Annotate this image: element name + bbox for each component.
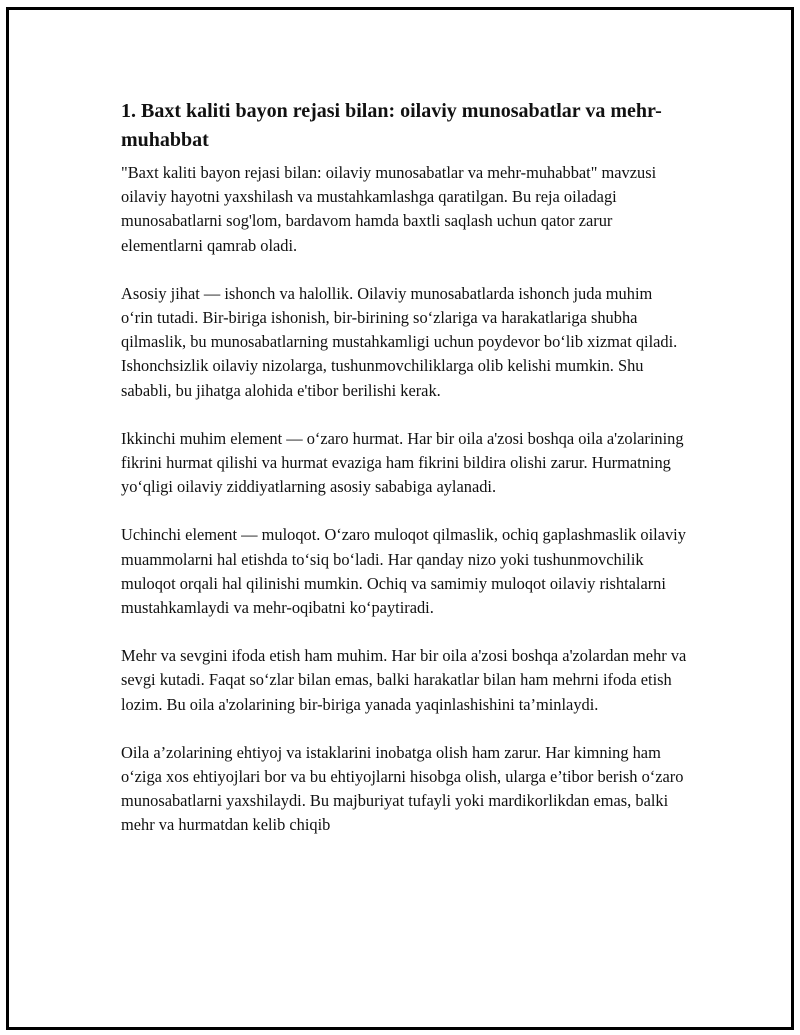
paragraph-5: Mehr va sevgini ifoda etish ham muhim. Har bir oila a'zosi boshqa a'zolardan mehr va sevgi kutadi. Faqat so‘zlar bilan emas, balki harakatlar bilan ham mehrni ifoda etish lozim. Bu oila a'zolarining bir-biriga yanada yaqinlashishini ta’minlaydi. [121, 646, 687, 714]
page-frame [6, 7, 794, 1030]
paragraph-4: Uchinchi element — muloqot. O‘zaro muloqot qilmaslik, ochiq gaplashmaslik oilaviy muammolarni hal etishda to‘siq bo‘ladi. Har qanday nizo yoki tushunmovchilik muloqot orqali hal qilinishi mumkin. Ochiq va samimiy muloqot oilaviy rishtalarni mustahkamlaydi va mehr-oqibatni ko‘paytiradi. [121, 525, 686, 618]
paragraph-2: Asosiy jihat — ishonch va halollik. Oilaviy munosabatlarda ishonch juda muhim o‘rin tutadi. Bir-biriga ishonish, bir-birining so‘zlariga va harakatlariga shubha qilmaslik, bu munosabatlarning mustahkamligi uchun poydevor bo‘lib xizmat qiladi. Ishonchsizlik oilaviy nizolarga, tushunmovchiliklarga olib kelishi mumkin. Shu sababli, bu jihatga alohida e'tibor berilishi kerak. [121, 283, 678, 400]
paragraph-6: Oila a’zolarining ehtiyoj va istaklarini inobatga olish ham zarur. Har kimning ham o‘ziga xos ehtiyojlari bor va bu ehtiyojlarni hisobga olish, ularga e’tibor berish o‘zaro munosabatlarni yaxshilaydi. Bu majburiyat tufayli yoki mardikorlikdan emas, balki mehr va hurmatdan kelib chiqib [121, 742, 684, 835]
paragraph-1: "Baxt kaliti bayon rejasi bilan: oilaviy munosabatlar va mehr-muhabbat" mavzusi oilaviy hayotni yaxshilash va mustahkamlashga qaratilgan. Bu reja oiladagi munosabatlarni sog'lom, bardavom hamda baxtli saqlash uchun qator zarur elementlarni qamrab oladi. [121, 163, 657, 255]
paragraph-3: Ikkinchi muhim element — o‘zaro hurmat. Har bir oila a'zosi boshqa oila a'zolarining fikrini hurmat qilishi va hurmat evaziga ham fikrini bildira olishi zarur. Hurmatning yo‘qligi oilaviy ziddiyatlarning asosiy sababiga aylanadi. [121, 428, 684, 497]
section-heading: 1. Baxt kaliti bayon rejasi bilan: oilaviy munosabatlar va mehr-muhabbat [121, 100, 662, 151]
document-body [121, 97, 687, 862]
